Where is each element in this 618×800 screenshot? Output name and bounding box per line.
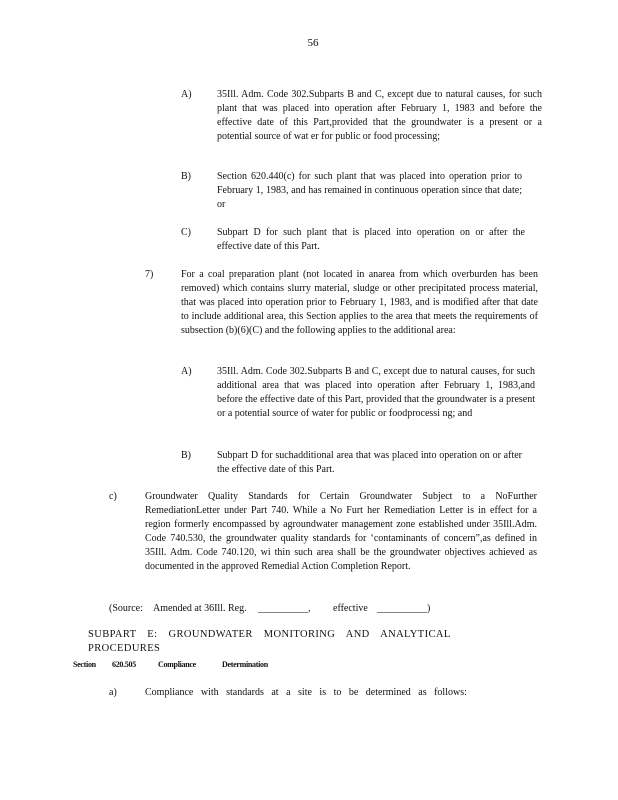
section-title-compliance: Compliance [158,660,196,669]
source-effective-blank: __________) [377,603,431,614]
item-label-7: 7) [145,269,154,280]
section-number: 620.505 [112,660,136,669]
section-title-determination: Determination [222,660,268,669]
item-text-a-sub: Compliance with standards at a site is to be determined as follows: [145,687,467,698]
item7-label-b: B) [181,450,191,461]
item-text-a: 35Ill. Adm. Code 302.Subparts B and C, except due to natural causes, for such plant that was placed into operation after February 1, 1983 and before the effective date of this Part,provided that the groundwater is a present or a potential source of wat er for public or food processing; [217,89,542,142]
item-text-7: For a coal preparation plant (not located in anarea from which overburden has been removed) which contains slurry material, sludge or other precipitated process material, that was placed into operation prior to February 1, 1983, and is modified after that date to include additional area, this Section applies to the area that meets the requirements of subsection (b)(6)(C) and the following applies to the additional area: [181,269,538,336]
item-text-c-sub: Groundwater Quality Standards for Certain Groundwater Subject to a NoFurther RemediationLetter under Part 740. While a No Furt her Remediation Letter is in effect for a region formerly encompassed by agroundwater management zone established under 35Ill.Adm. Code 740.530, the groundwater quality standards for ‘contaminants of concern”,as defined in 35Ill. Adm. Code 740.120, wi thin such area shall be the groundwater objectives achieved as documented in the approved Remedial Action Completion Report. [145,491,537,572]
item-label-b: B) [181,171,191,182]
item-label-c-sub: c) [109,491,117,502]
item-label-a-sub: a) [109,687,117,698]
source-amended: Amended at 36Ill. Reg. [153,603,247,614]
source-effective: effective [333,603,368,614]
subpart-title: SUBPART E: GROUNDWATER MONITORING AND ANALYTICAL PROCEDURES [88,629,451,654]
source-open: (Source: [109,603,143,614]
item7-label-a: A) [181,366,192,377]
item7-text-b: Subpart D for suchadditional area that was placed into operation on or after the effective date of this Part. [217,450,522,475]
item-text-b: Section 620.440(c) for such plant that was placed into operation prior to February 1, 1983, and has remained in continuous operation since that date; or [217,171,522,210]
item7-text-a: 35Ill. Adm. Code 302.Subparts B and C, except due to natural causes, for such additional area that was placed into operation after February 1, 1983,and before the effective date of this Part, provided that the groundwater is a present or a potential source of water for public or foodprocessi ng; and [217,366,535,419]
item-text-c: Subpart D for such plant that is placed into operation on or after the effective date of this Part. [217,227,525,252]
page-number: 56 [307,37,319,49]
item-label-a: A) [181,89,192,100]
section-word: Section [73,660,96,669]
item-label-c: C) [181,227,191,238]
source-reg-blank: __________, [258,603,311,614]
